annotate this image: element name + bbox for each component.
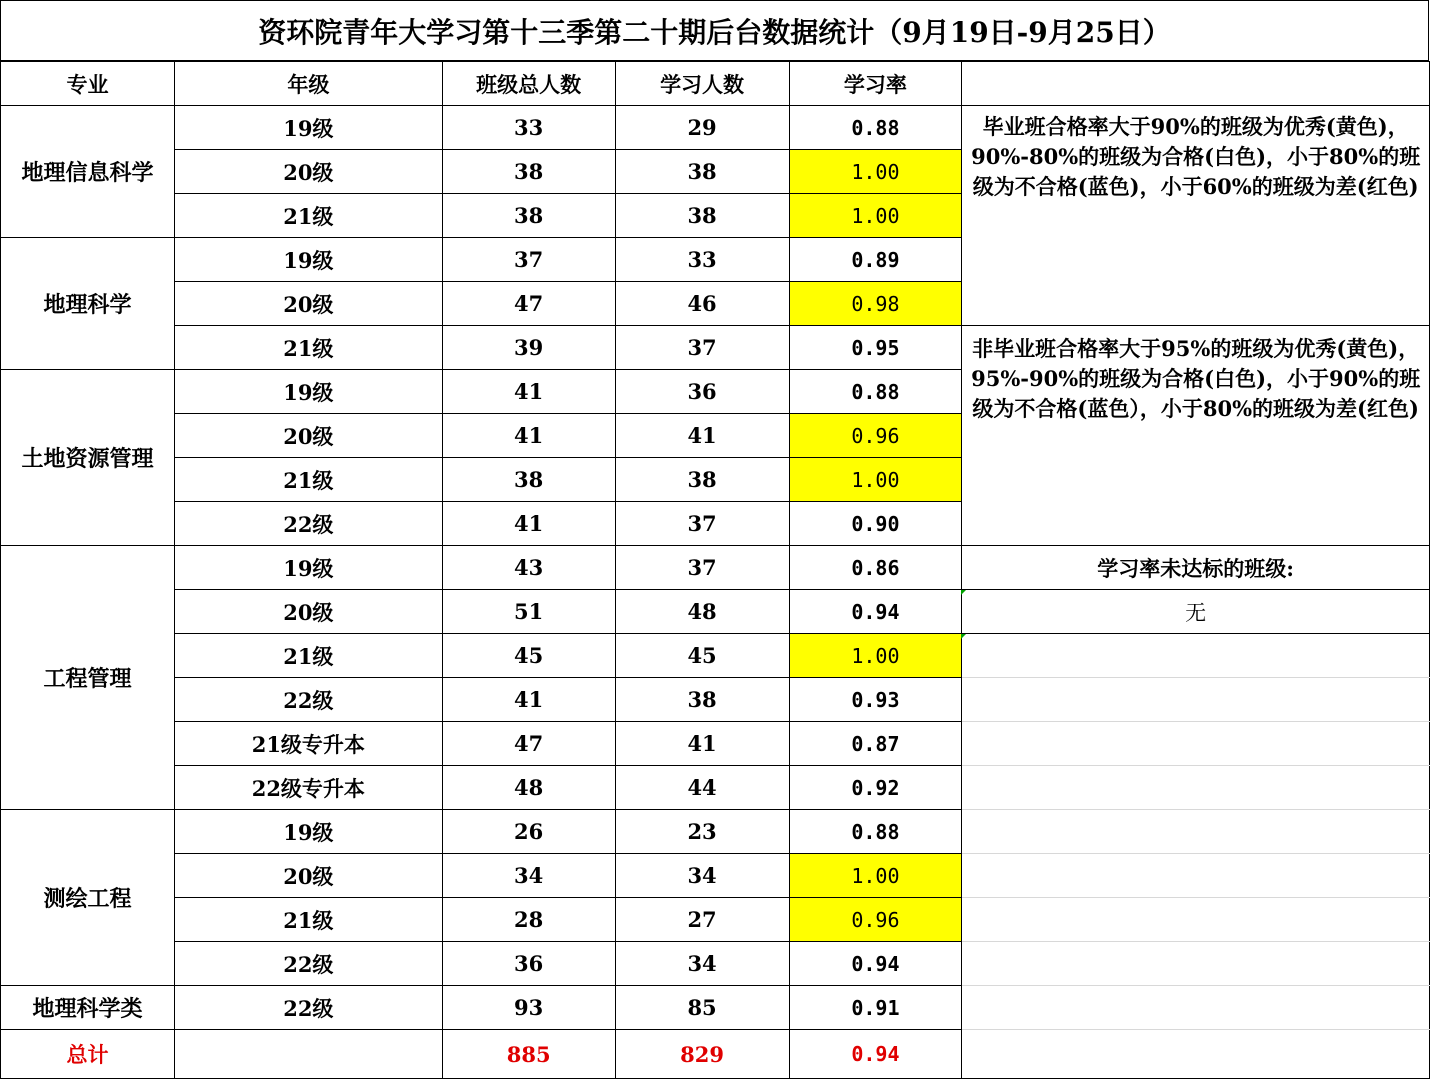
rate-cell: 0.94	[789, 590, 962, 634]
grade-cell: 22级	[174, 942, 442, 986]
header-grade: 年级	[174, 62, 442, 106]
studied-cell: 23	[615, 810, 789, 854]
rate-cell: 0.96	[789, 898, 962, 942]
sheet-title: 资环院青年大学习第十三季第二十期后台数据统计（9月19日-9月25日）	[0, 0, 1429, 61]
total-cell: 39	[442, 326, 615, 370]
graduating-note: 毕业班合格率大于90%的班级为优秀(黄色)，90%-80%的班级为合格(白色)，小于80%的班级为不合格(蓝色)，小于60%的班级为差(红色)	[962, 106, 1430, 326]
studied-cell: 29	[615, 106, 789, 150]
data-table	[0, 61, 1430, 1079]
total-cell: 48	[442, 766, 615, 810]
empty-cell	[962, 766, 1430, 810]
cell-comment-marker	[961, 590, 966, 595]
empty-cell	[962, 898, 1430, 942]
grade-cell: 20级	[174, 854, 442, 898]
grade-cell: 20级	[174, 414, 442, 458]
grade-cell: 22级	[174, 502, 442, 546]
rate-cell: 0.96	[789, 414, 962, 458]
total-cell: 41	[442, 414, 615, 458]
total-cell: 47	[442, 722, 615, 766]
table-row	[1, 854, 1430, 898]
non-graduating-note: 非毕业班合格率大于95%的班级为优秀(黄色)，95%-90%的班级为合格(白色)，小于90%的班级为不合格(蓝色），小于80%的班级为差(红色)	[962, 326, 1430, 546]
grade-cell: 19级	[174, 546, 442, 590]
rate-cell: 0.91	[789, 986, 962, 1030]
studied-cell: 37	[615, 326, 789, 370]
grade-cell: 21级专升本	[174, 722, 442, 766]
rate-cell: 1.00	[789, 150, 962, 194]
table-row	[1, 898, 1430, 942]
empty-cell	[962, 854, 1430, 898]
rate-cell: 1.00	[789, 854, 962, 898]
table-row	[1, 722, 1430, 766]
total-cell: 38	[442, 458, 615, 502]
studied-cell: 38	[615, 678, 789, 722]
grade-cell: 21级	[174, 898, 442, 942]
studied-cell: 44	[615, 766, 789, 810]
studied-cell: 37	[615, 502, 789, 546]
unqualified-label: 学习率未达标的班级:	[962, 546, 1430, 590]
total-row	[1, 1030, 1430, 1079]
major-cell: 地理科学类	[1, 986, 175, 1030]
rate-cell: 1.00	[789, 194, 962, 238]
studied-cell: 85	[615, 986, 789, 1030]
grade-cell: 20级	[174, 590, 442, 634]
grade-cell: 19级	[174, 370, 442, 414]
major-cell: 土地资源管理	[1, 370, 175, 546]
grade-cell: 19级	[174, 810, 442, 854]
table-row	[1, 942, 1430, 986]
header-rate: 学习率	[789, 62, 962, 106]
table-row	[1, 546, 1430, 590]
studied-cell: 41	[615, 414, 789, 458]
rate-cell: 0.88	[789, 810, 962, 854]
total-cell: 45	[442, 634, 615, 678]
total-total: 885	[442, 1030, 615, 1079]
header-total: 班级总人数	[442, 62, 615, 106]
rate-cell: 1.00	[789, 634, 962, 678]
table-row	[1, 326, 1430, 370]
total-cell: 37	[442, 238, 615, 282]
total-cell: 33	[442, 106, 615, 150]
empty-cell	[962, 1030, 1430, 1079]
studied-cell: 36	[615, 370, 789, 414]
cell-comment-marker	[961, 634, 966, 639]
total-cell: 38	[442, 150, 615, 194]
major-cell: 测绘工程	[1, 810, 175, 986]
rate-cell: 0.90	[789, 502, 962, 546]
total-cell: 93	[442, 986, 615, 1030]
empty-cell	[962, 722, 1430, 766]
rate-cell: 1.00	[789, 458, 962, 502]
total-cell: 43	[442, 546, 615, 590]
studied-cell: 38	[615, 150, 789, 194]
grade-cell: 22级专升本	[174, 766, 442, 810]
empty-cell	[962, 678, 1430, 722]
empty-cell	[962, 810, 1430, 854]
studied-cell: 48	[615, 590, 789, 634]
total-cell: 41	[442, 502, 615, 546]
header-row	[1, 62, 1430, 106]
rate-cell: 0.92	[789, 766, 962, 810]
major-cell: 地理科学	[1, 238, 175, 370]
studied-cell: 46	[615, 282, 789, 326]
rate-cell: 0.95	[789, 326, 962, 370]
total-cell: 34	[442, 854, 615, 898]
table-row	[1, 590, 1430, 634]
rate-cell: 0.94	[789, 942, 962, 986]
total-cell: 36	[442, 942, 615, 986]
table-row	[1, 766, 1430, 810]
table-row	[1, 986, 1430, 1030]
rate-cell: 0.88	[789, 370, 962, 414]
table-row	[1, 106, 1430, 150]
major-cell: 地理信息科学	[1, 106, 175, 238]
total-cell: 26	[442, 810, 615, 854]
rate-cell: 0.86	[789, 546, 962, 590]
grade-cell: 19级	[174, 238, 442, 282]
unqualified-value: 无	[962, 590, 1430, 634]
studied-cell: 38	[615, 458, 789, 502]
studied-cell: 33	[615, 238, 789, 282]
header-studied: 学习人数	[615, 62, 789, 106]
rate-cell: 0.93	[789, 678, 962, 722]
total-grade	[174, 1030, 442, 1079]
total-cell: 28	[442, 898, 615, 942]
major-cell: 工程管理	[1, 546, 175, 810]
grade-cell: 19级	[174, 106, 442, 150]
total-studied: 829	[615, 1030, 789, 1079]
grade-cell: 21级	[174, 458, 442, 502]
grade-cell: 20级	[174, 282, 442, 326]
empty-cell	[962, 942, 1430, 986]
total-cell: 41	[442, 678, 615, 722]
grade-cell: 22级	[174, 678, 442, 722]
table-row	[1, 634, 1430, 678]
rate-cell: 0.88	[789, 106, 962, 150]
total-cell: 47	[442, 282, 615, 326]
grade-cell: 20级	[174, 150, 442, 194]
total-label: 总计	[1, 1030, 175, 1079]
studied-cell: 27	[615, 898, 789, 942]
rate-cell: 0.98	[789, 282, 962, 326]
empty-cell	[962, 634, 1430, 678]
rate-cell: 0.87	[789, 722, 962, 766]
studied-cell: 38	[615, 194, 789, 238]
total-rate: 0.94	[789, 1030, 962, 1079]
grade-cell: 21级	[174, 326, 442, 370]
empty-cell	[962, 986, 1430, 1030]
grade-cell: 21级	[174, 634, 442, 678]
studied-cell: 45	[615, 634, 789, 678]
total-cell: 41	[442, 370, 615, 414]
table-row	[1, 678, 1430, 722]
rate-cell: 0.89	[789, 238, 962, 282]
total-cell: 51	[442, 590, 615, 634]
studied-cell: 34	[615, 942, 789, 986]
header-major: 专业	[1, 62, 175, 106]
total-cell: 38	[442, 194, 615, 238]
studied-cell: 37	[615, 546, 789, 590]
table-row	[1, 810, 1430, 854]
studied-cell: 34	[615, 854, 789, 898]
grade-cell: 22级	[174, 986, 442, 1030]
studied-cell: 41	[615, 722, 789, 766]
grade-cell: 21级	[174, 194, 442, 238]
header-blank	[962, 62, 1430, 106]
